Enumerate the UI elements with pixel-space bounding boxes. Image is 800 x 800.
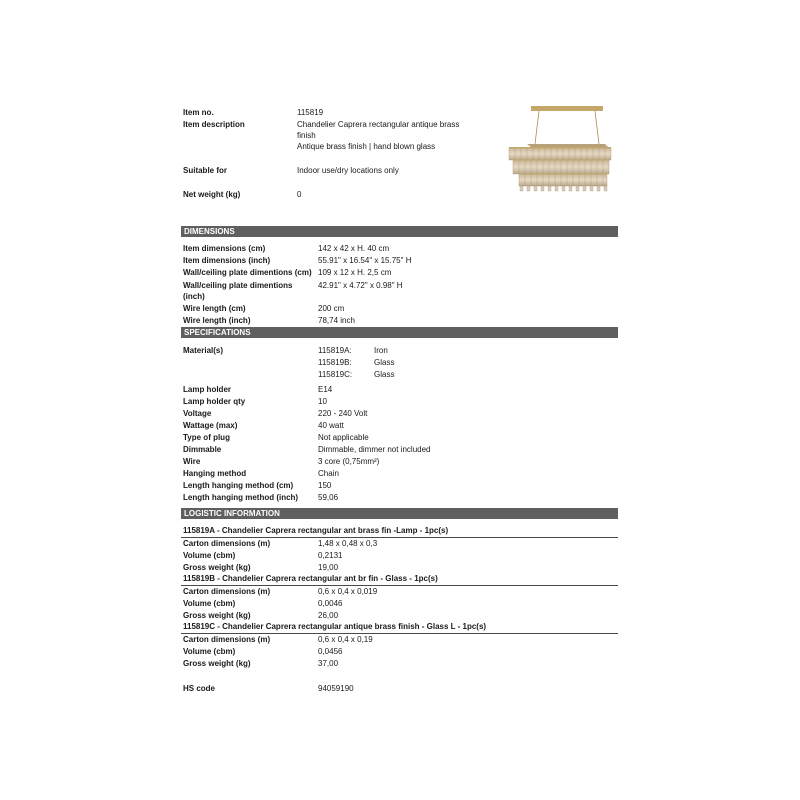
item-dimensions-cm-label: Item dimensions (cm)	[183, 244, 266, 253]
wire-length-inch-value: 78,74 inch	[318, 316, 355, 325]
hanging-method-value: Chain	[318, 469, 339, 478]
lamp-holder-qty-label: Lamp holder qty	[183, 397, 246, 406]
item-description-line-3: Antique brass finish | hand blown glass	[297, 142, 436, 151]
plate-dimensions-inch-value: 42.91" x 4.72" x 0.98" H	[318, 281, 403, 290]
item-dimensions-inch-value: 55.91" x 16.54" x 15.75" H	[318, 256, 412, 265]
package-b-divider	[181, 585, 618, 586]
lamp-holder-qty-value: 10	[318, 397, 327, 406]
package-a-divider	[181, 537, 618, 538]
plate-dimensions-inch-label-line-1: Wall/ceiling plate dimentions	[183, 281, 293, 290]
package-b-gross-value: 26,00	[318, 611, 339, 620]
wire-value: 3 core (0,75mm²)	[318, 457, 380, 466]
type-of-plug-value: Not applicable	[318, 433, 369, 442]
package-a-gross-value: 19,00	[318, 563, 339, 572]
package-c-carton-label: Carton dimensions (m)	[183, 635, 271, 644]
net-weight-value: 0	[297, 190, 302, 199]
material-b: Glass	[374, 358, 395, 367]
item-description-line-2: finish	[297, 131, 316, 140]
plate-dimensions-cm-value: 109 x 12 x H. 2,5 cm	[318, 268, 392, 277]
package-c-header: 115819C - Chandelier Caprera rectangular antique brass finish - Glass L - 1pc(s)	[183, 622, 487, 631]
length-hanging-cm-value: 150	[318, 481, 332, 490]
package-c-gross-value: 37,00	[318, 659, 339, 668]
wire-length-cm-label: Wire length (cm)	[183, 304, 246, 313]
item-description-line-1: Chandelier Caprera rectangular antique brass	[297, 120, 460, 129]
package-a-gross-label: Gross weight (kg)	[183, 563, 251, 572]
plate-dimensions-cm-label: Wall/ceiling plate dimentions (cm)	[183, 268, 312, 277]
item-no-value: 115819	[297, 108, 324, 117]
length-hanging-inch-value: 59,06	[318, 493, 339, 502]
hs-code-label: HS code	[183, 684, 216, 693]
item-dimensions-cm-value: 142 x 42 x H. 40 cm	[318, 244, 390, 253]
product-image	[505, 100, 615, 200]
voltage-label: Voltage	[183, 409, 212, 418]
material-a: Iron	[374, 346, 388, 355]
item-description-label: Item description	[183, 120, 245, 129]
plate-dimensions-inch-label-line-2: (inch)	[183, 292, 205, 301]
package-c-volume-value: 0,0456	[318, 647, 343, 656]
package-a-header: 115819A - Chandelier Caprera rectangular ant brass fin -Lamp - 1pc(s)	[183, 526, 449, 535]
hanging-method-label: Hanging method	[183, 469, 247, 478]
package-a-carton-label: Carton dimensions (m)	[183, 539, 271, 548]
package-b-carton-value: 0,6 x 0,4 x 0,019	[318, 587, 378, 596]
package-b-volume-label: Volume (cbm)	[183, 599, 236, 608]
dimmable-label: Dimmable	[183, 445, 222, 454]
hs-code-value: 94059190	[318, 684, 354, 693]
dimmable-value: Dimmable, dimmer not included	[318, 445, 431, 454]
wire-length-inch-label: Wire length (inch)	[183, 316, 251, 325]
logistics-section-header: LOGISTIC INFORMATION	[181, 508, 618, 519]
package-b-header: 115819B - Chandelier Caprera rectangular ant br fin - Glass - 1pc(s)	[183, 574, 438, 583]
lamp-holder-label: Lamp holder	[183, 385, 232, 394]
dimensions-section-header: DIMENSIONS	[181, 226, 618, 237]
length-hanging-cm-label: Length hanging method (cm)	[183, 481, 294, 490]
material-c: Glass	[374, 370, 395, 379]
suitable-for-label: Suitable for	[183, 166, 228, 175]
package-c-divider	[181, 633, 618, 634]
package-b-carton-label: Carton dimensions (m)	[183, 587, 271, 596]
material-code-b: 115819B:	[318, 358, 352, 367]
lamp-holder-value: E14	[318, 385, 333, 394]
voltage-value: 220 - 240 Volt	[318, 409, 368, 418]
package-b-gross-label: Gross weight (kg)	[183, 611, 251, 620]
length-hanging-inch-label: Length hanging method (inch)	[183, 493, 299, 502]
wattage-label: Wattage (max)	[183, 421, 238, 430]
materials-label: Material(s)	[183, 346, 224, 355]
package-c-gross-label: Gross weight (kg)	[183, 659, 251, 668]
package-c-volume-label: Volume (cbm)	[183, 647, 236, 656]
material-code-a: 115819A:	[318, 346, 352, 355]
wire-label: Wire	[183, 457, 201, 466]
package-b-volume-value: 0,0046	[318, 599, 343, 608]
package-c-carton-value: 0,6 x 0,4 x 0,19	[318, 635, 373, 644]
wattage-value: 40 watt	[318, 421, 344, 430]
type-of-plug-label: Type of plug	[183, 433, 230, 442]
wire-length-cm-value: 200 cm	[318, 304, 345, 313]
package-a-volume-label: Volume (cbm)	[183, 551, 236, 560]
net-weight-label: Net weight (kg)	[183, 190, 241, 199]
specifications-section-header: SPECIFICATIONS	[181, 327, 618, 338]
material-code-c: 115819C:	[318, 370, 353, 379]
package-a-carton-value: 1,48 x 0,48 x 0,3	[318, 539, 378, 548]
item-dimensions-inch-label: Item dimensions (inch)	[183, 256, 271, 265]
item-no-label: Item no.	[183, 108, 214, 117]
package-a-volume-value: 0,2131	[318, 551, 343, 560]
suitable-for-value: Indoor use/dry locations only	[297, 166, 399, 175]
